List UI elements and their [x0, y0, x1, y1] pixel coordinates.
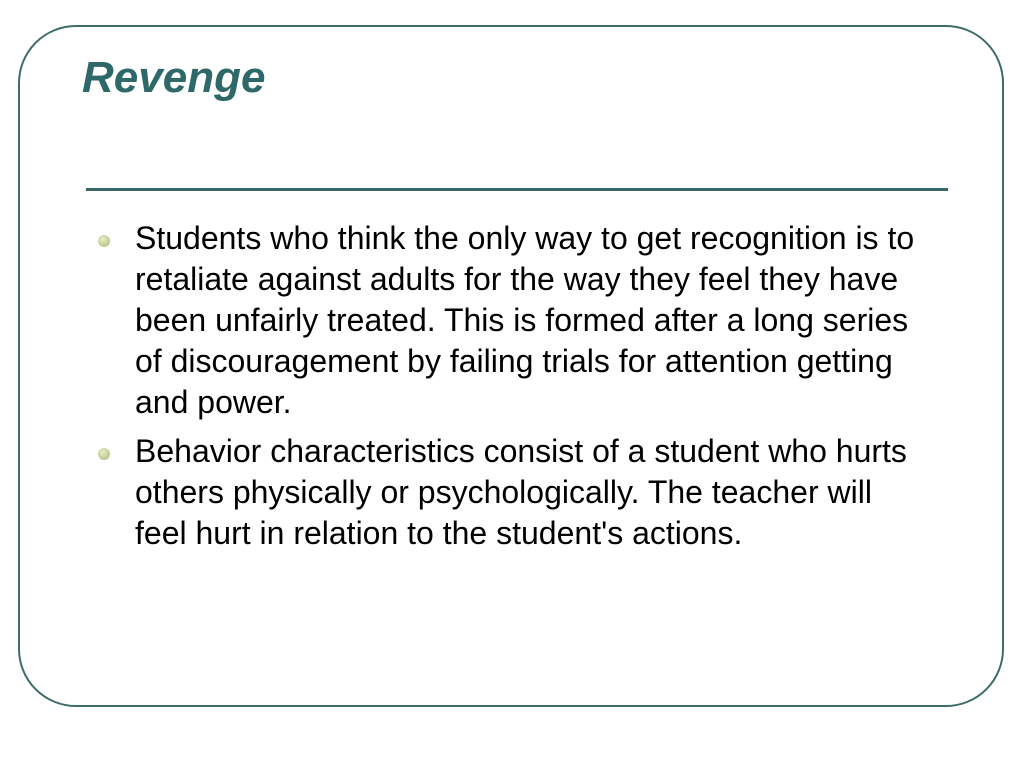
bullet-item: [98, 431, 928, 554]
slide-title: Revenge: [82, 53, 266, 102]
bullet-icon: [98, 448, 110, 460]
bullet-text: Behavior characteristics consist of a student who hurts others physically or psychologically. The teacher will feel hurt in relation to the student's actions.: [135, 433, 907, 551]
bullet-list: [98, 218, 928, 562]
bullet-item: [98, 218, 928, 423]
bullet-text: Students who think the only way to get recognition is to retaliate against adults for the way they feel they have been unfairly treated. This is formed after a long series of discouragement by failing trials for attention getting and power.: [135, 220, 915, 420]
bullet-icon: [98, 235, 110, 247]
title-divider: [86, 188, 948, 191]
